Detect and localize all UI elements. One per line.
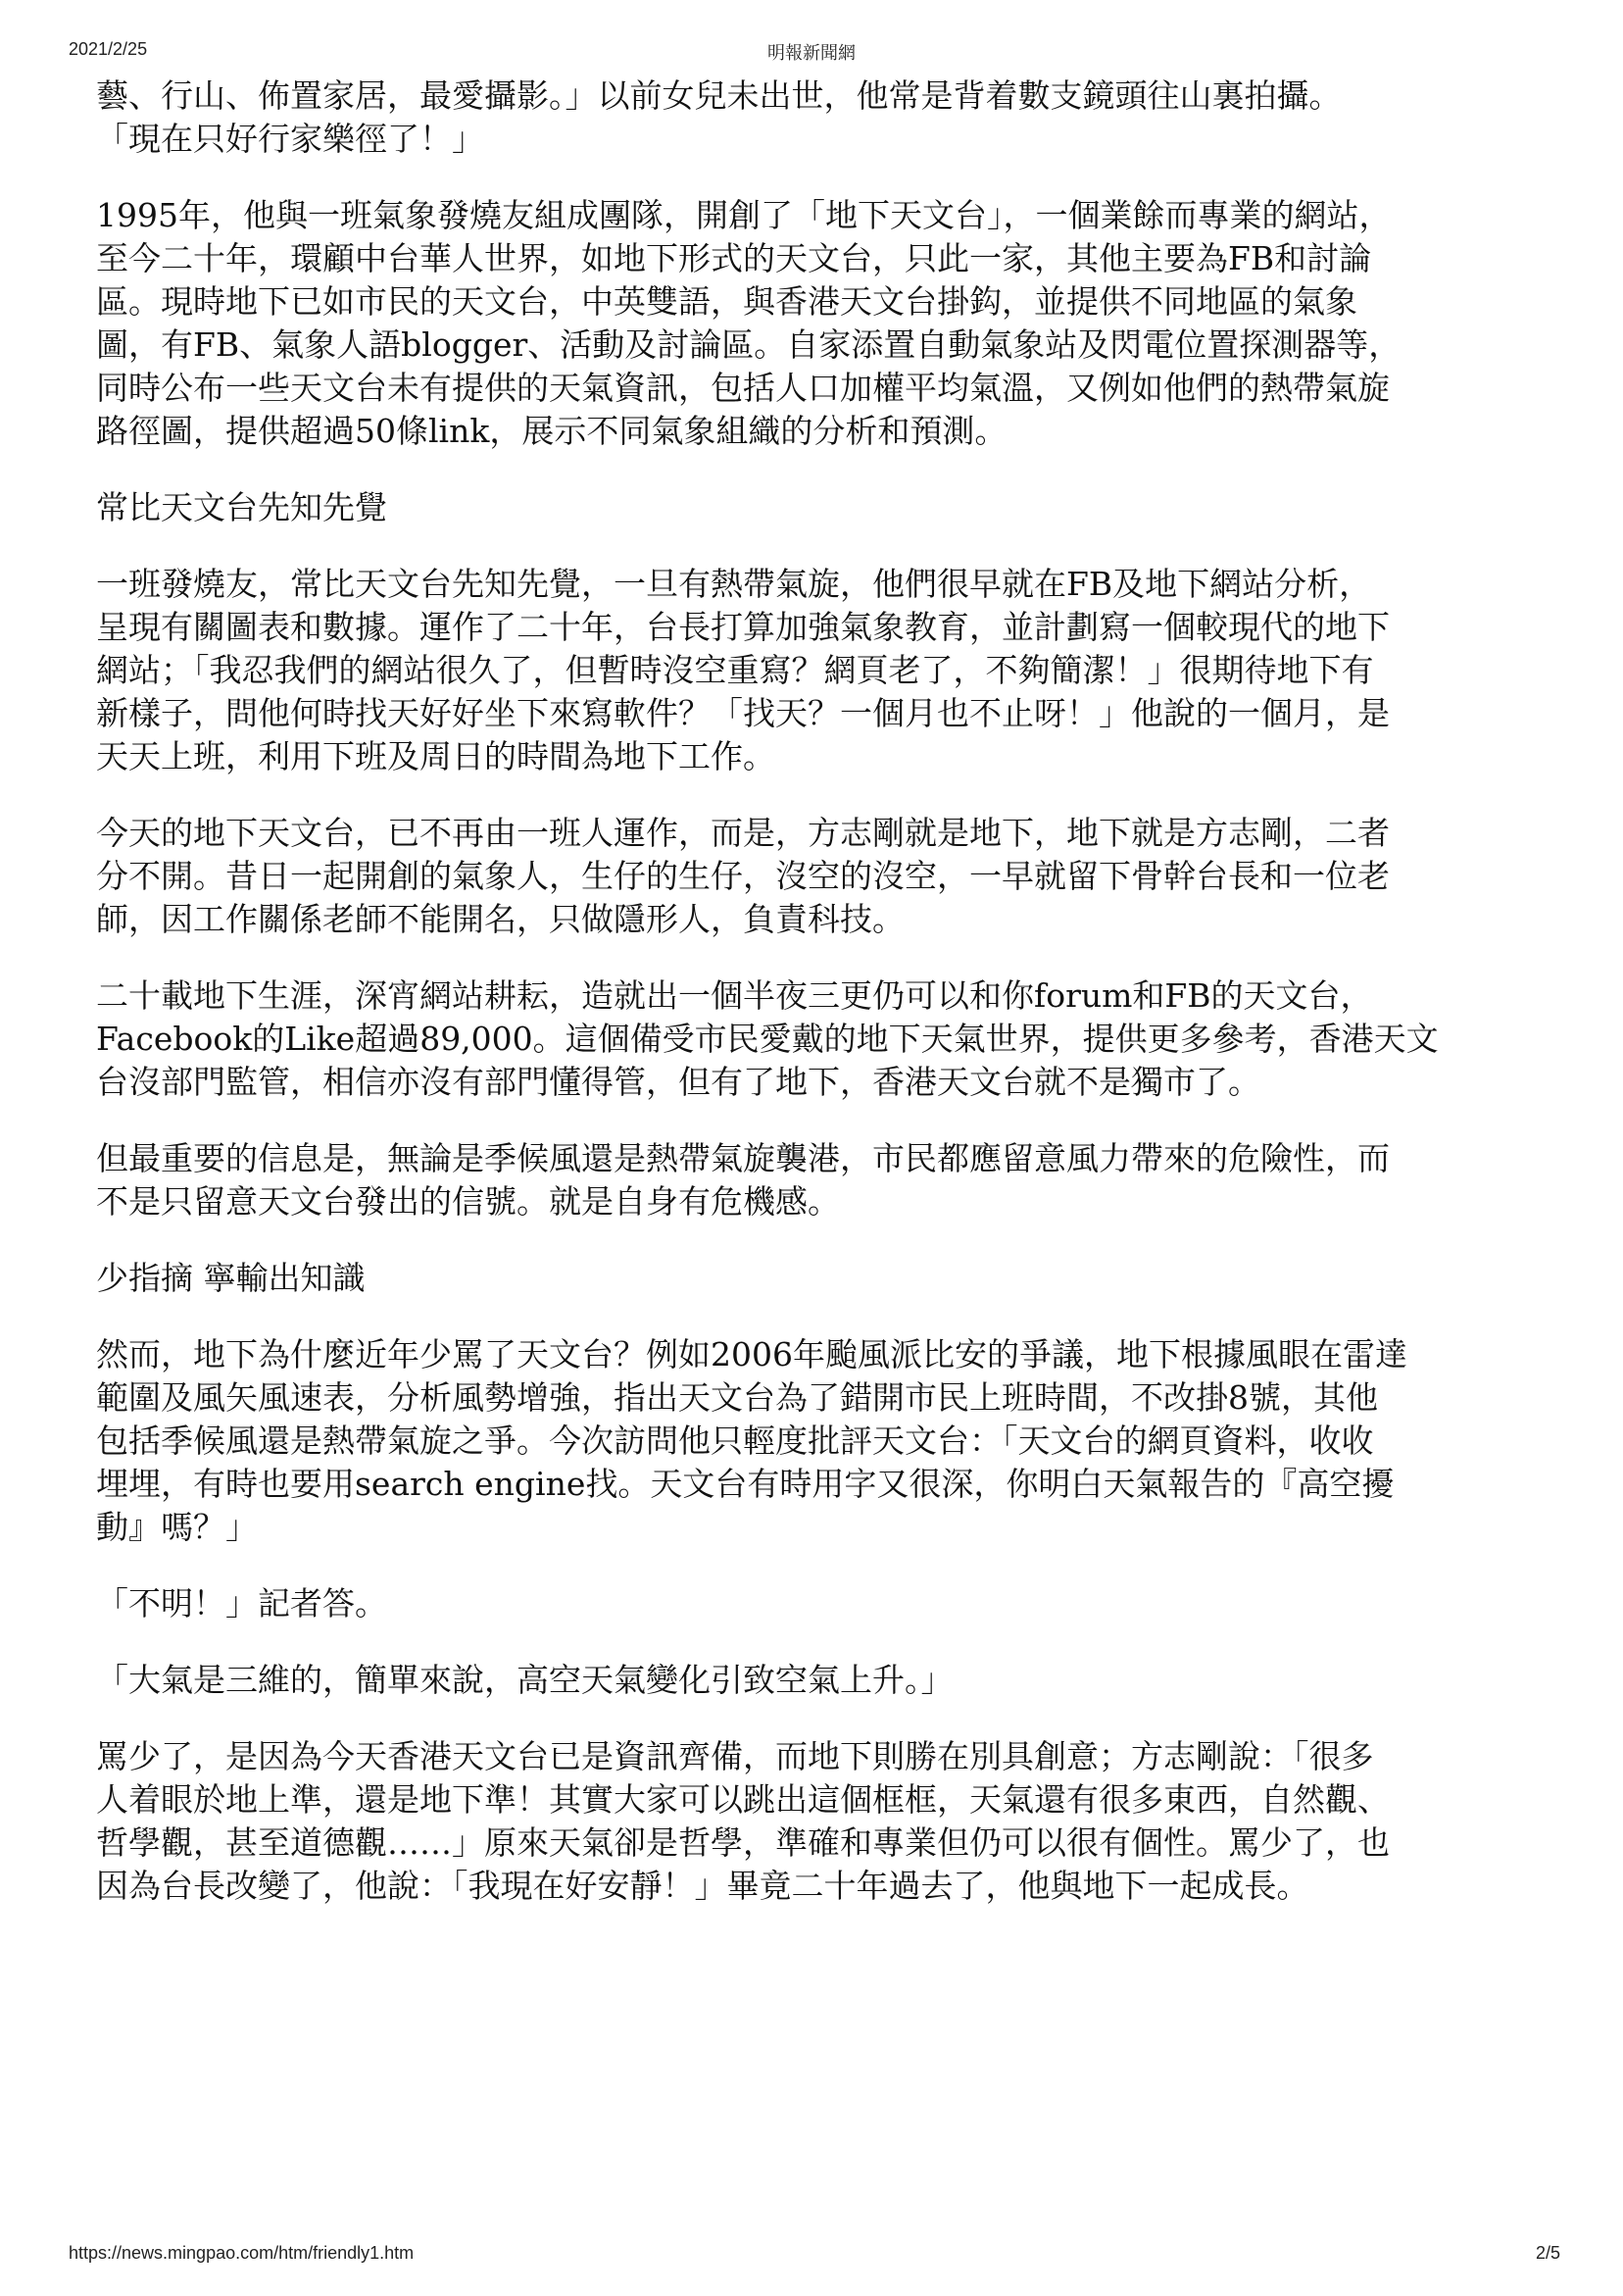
paragraph [96, 812, 1547, 941]
text-line: 台沒部門監管，相信亦沒有部門懂得管，但有了地下，香港天文台就不是獨市了。 [96, 1063, 1260, 1101]
text-line: 1995年，他與一班氣象發燒友組成團隊，開創了「地下天文台」，一個業餘而專業的網站， [96, 196, 1392, 234]
text-line: 範圍及風矢風速表，分析風勢增強，指出天文台為了錯開市民上班時間，不改掛8號，其他 [96, 1378, 1378, 1417]
paragraph [96, 75, 1547, 161]
article-body [96, 75, 1547, 1941]
text-line: 埋埋，有時也要用search engine找。天文台有時用字又很深，你明白天氣報告的『高空擾 [96, 1465, 1395, 1503]
text-line: 「大氣是三維的，簡單來說，高空天氣變化引致空氣上升。」 [96, 1661, 954, 1699]
text-line: 然而，地下為什麼近年少罵了天文台？例如2006年颱風派比安的爭議，地下根據風眼在雷達 [96, 1335, 1407, 1373]
page-url: https://news.mingpao.com/htm/friendly1.htm [69, 2243, 415, 2263]
page-number: 2/5 [1535, 2243, 1560, 2263]
text-line: 師，因工作關係老師不能開名，只做隱形人，負責科技。 [96, 900, 905, 938]
text-line: 人着眼於地上準，還是地下準！其實大家可以跳出這個框框，天氣還有很多東西，自然觀、 [96, 1780, 1390, 1819]
text-line: 至今二十年，環顧中台華人世界，如地下形式的天文台，只此一家，其他主要為FB和討論 [96, 239, 1372, 277]
text-line: 一班發燒友，常比天文台先知先覺，一旦有熱帶氣旋，他們很早就在FB及地下網站分析， [96, 565, 1372, 603]
text-line: 今天的地下天文台，已不再由一班人運作，而是，方志剛就是地下，地下就是方志剛，二者 [96, 814, 1390, 852]
text-line: 常比天文台先知先覺 [96, 488, 387, 526]
text-line: 因為台長改變了，他說：「我現在好安靜！」畢竟二十年過去了，他與地下一起成長。 [96, 1867, 1309, 1905]
text-line: 動』嗎？」 [96, 1508, 258, 1546]
text-line: 不是只留意天文台發出的信號。就是自身有危機感。 [96, 1182, 840, 1221]
text-line: 同時公布一些天文台未有提供的天氣資訊，包括人口加權平均氣溫，又例如他們的熱帶氣旋 [96, 369, 1390, 407]
text-line: 少指摘 寧輸出知識 [96, 1259, 366, 1297]
paragraph [96, 1735, 1547, 1908]
text-line: 天天上班，利用下班及周日的時間為地下工作。 [96, 737, 775, 775]
text-line: 呈現有關圖表和數據。運作了二十年，台長打算加強氣象教育，並計劃寫一個較現代的地下 [96, 608, 1390, 646]
text-line: 罵少了，是因為今天香港天文台已是資訊齊備，而地下則勝在別具創意；方志剛說：「很多 [96, 1737, 1374, 1775]
print-date: 2021/2/25 [69, 39, 148, 59]
text-line: 「不明！」記者答。 [96, 1584, 387, 1622]
text-line: 但最重要的信息是，無論是季候風還是熱帶氣旋襲港，市民都應留意風力帶來的危險性，而 [96, 1139, 1390, 1177]
paragraph [96, 1659, 1547, 1702]
text-line: 網站；「我忍我們的網站很久了，但暫時沒空重寫？網頁老了，不夠簡潔！」很期待地下有 [96, 651, 1374, 689]
text-line: 區。現時地下已如市民的天文台，中英雙語，與香港天文台掛鈎，並提供不同地區的氣象 [96, 282, 1357, 321]
text-line: 哲學觀，甚至道德觀……」原來天氣卻是哲學，準確和專業但仍可以很有個性。罵少了，也 [96, 1823, 1390, 1862]
text-line: 包括季候風還是熱帶氣旋之爭。今次訪問他只輕度批評天文台：「天文台的網頁資料，收收 [96, 1422, 1374, 1460]
section-heading [96, 486, 1547, 529]
paragraph [96, 1582, 1547, 1625]
paragraph [96, 563, 1547, 778]
text-line: 新樣子，問他何時找天好好坐下來寫軟件？「找天？一個月也不止呀！」他說的一個月，是 [96, 694, 1390, 732]
text-line: 二十載地下生涯，深宵網站耕耘，造就出一個半夜三更仍可以和你forum和FB的天文台， [96, 976, 1373, 1015]
paragraph [96, 1333, 1547, 1549]
text-line: 藝、行山、佈置家居，最愛攝影。」以前女兒未出世，他常是背着數支鏡頭往山裏拍攝。 [96, 76, 1342, 115]
paragraph [96, 1137, 1547, 1223]
site-title: 明報新聞網 [767, 43, 856, 63]
paragraph [96, 974, 1547, 1104]
text-line: 「現在只好行家樂徑了！」 [96, 120, 484, 158]
text-line: 分不開。昔日一起開創的氣象人，生仔的生仔，沒空的沒空，一早就留下骨幹台長和一位老 [96, 857, 1390, 895]
text-line: 圖，有FB、氣象人語blogger、活動及討論區。自家添置自動氣象站及閃電位置探測器等， [96, 325, 1402, 364]
text-line: Facebook的Like超過89,000。這個備受市民愛戴的地下天氣世界，提供更多參考，香港天文 [96, 1020, 1439, 1058]
paragraph [96, 194, 1547, 453]
section-heading [96, 1257, 1547, 1300]
text-line: 路徑圖，提供超過50條link，展示不同氣象組織的分析和預測。 [96, 412, 1008, 450]
